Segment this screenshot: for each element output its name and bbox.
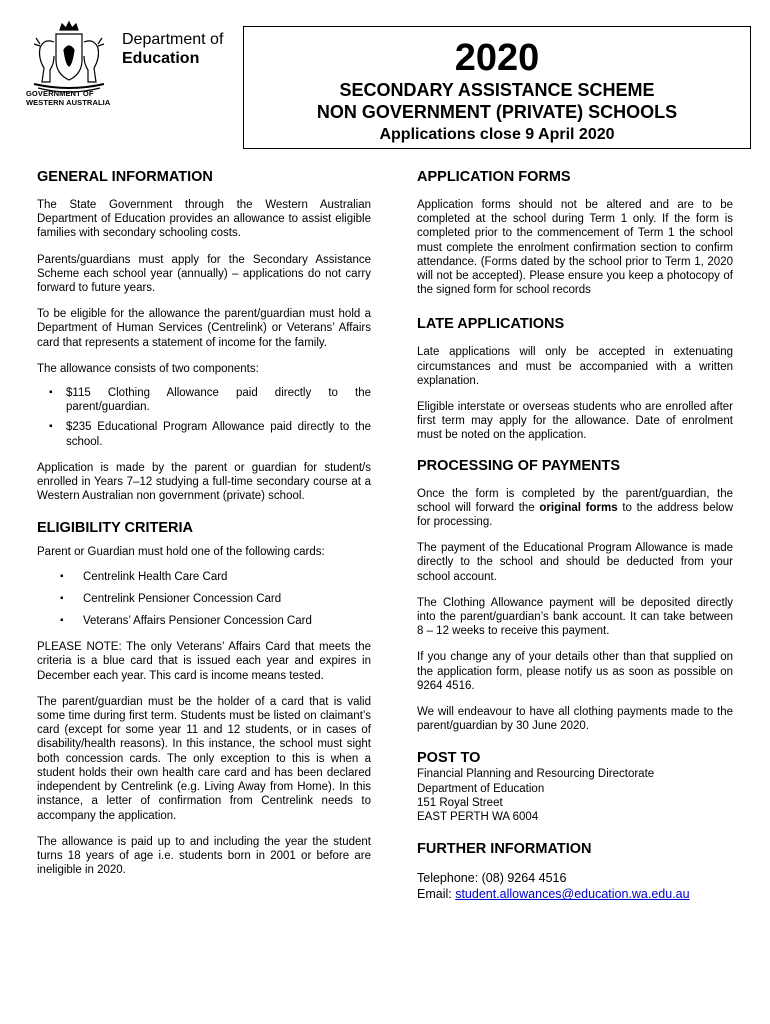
address-line: 151 Royal Street <box>417 796 503 809</box>
gov-line2: WESTERN AUSTRALIA <box>26 98 111 107</box>
title-line1: SECONDARY ASSISTANCE SCHEME <box>339 80 655 100</box>
department-line2: Education <box>122 50 200 67</box>
address-line: EAST PERTH WA 6004 <box>417 811 539 824</box>
eligibility-paragraph: PLEASE NOTE: The only Veterans’ Affairs Card that meets the criteria is a blue card that is issued each year and expires in December each year. This card is income means tested. <box>37 641 371 682</box>
right-column <box>417 168 733 902</box>
title-line3: Applications close 9 April 2020 <box>379 126 615 143</box>
telephone: Telephone: (08) 9264 4516 <box>417 871 567 886</box>
government-label <box>26 89 110 107</box>
postal-address <box>417 767 733 824</box>
list-item: ▪ $115 Clothing Allowance paid directly to the parent/guardian. <box>37 386 371 414</box>
late-applications-heading: LATE APPLICATIONS <box>417 316 565 333</box>
post-to-heading: POST TO <box>417 750 481 767</box>
contact-details <box>417 870 733 902</box>
email-line <box>417 886 733 902</box>
late-paragraph: Late applications will only be accepted in extenuating circumstances and must be accompanied with a written explanation. <box>417 346 733 387</box>
list-item: ▪ $235 Educational Program Allowance paid directly to the school. <box>37 420 371 448</box>
processing-paragraph: The payment of the Educational Program Allowance is made directly to the school and should be deducted from your school account. <box>417 542 733 583</box>
processing-paragraph: If you change any of your details other than that supplied on the application form, please notify us as soon as possible on 9264 4516. <box>417 651 733 692</box>
application-forms-heading: APPLICATION FORMS <box>417 169 571 185</box>
processing-bold-text: original forms <box>539 501 618 514</box>
title-box <box>243 26 751 149</box>
general-paragraph: The State Government through the Western Australian Department of Education provides an allowance to assist eligible families with secondary schooling costs. <box>37 199 371 240</box>
left-column <box>37 168 371 877</box>
processing-paragraph: The Clothing Allowance payment will be deposited directly into the parent/guardian’s bank account. It can take between 8 – 12 weeks to receive this payment. <box>417 596 733 638</box>
further-information-heading: FURTHER INFORMATION <box>417 841 592 858</box>
department-name <box>122 30 223 68</box>
general-paragraph: To be eligible for the allowance the parent/guardian must hold a Department of Human Services (Centrelink) or Veterans’ Affairs card that represents a statement of income for the family. <box>37 308 371 349</box>
year-title: 2020 <box>454 37 540 79</box>
general-paragraph: Application is made by the parent or guardian for student/s enrolled in Years 7–12 studying a full-time secondary course at a Western Australian non government (private) school. <box>37 461 371 503</box>
department-line1: Department of <box>122 31 224 48</box>
wa-government-crest-icon <box>24 20 114 98</box>
eligibility-paragraph: The parent/guardian must be the holder of a card that is valid some time during first term. Students must be listed on claimant’s card (except for some year 11 and 12 students, or in cases of disability/health reasons). In this instance, the school must sight both concession cards. The only exception to this is when a student holds their own health care card and has been declared independent by Centrelink (e.g. Living Away from Home). In this instance, a letter of confirmation from Centrelink needs to accompany the application. <box>37 695 371 822</box>
cards-list <box>37 570 371 629</box>
processing-paragraph: We will endeavour to have all clothing payments made to the parent/guardian by 30 June 2020. <box>417 706 733 733</box>
components-list <box>37 386 371 449</box>
list-item: ▪ Veterans’ Affairs Pensioner Concession Card <box>37 614 371 628</box>
email-label: Email: <box>417 887 456 902</box>
general-information-heading: GENERAL INFORMATION <box>37 169 213 185</box>
address-line: Financial Planning and Resourcing Directorate <box>417 768 655 781</box>
email-link[interactable]: student.allowances@education.wa.edu.au <box>455 887 690 902</box>
eligibility-paragraph: Parent or Guardian must hold one of the following cards: <box>37 546 325 559</box>
list-item: ▪ Centrelink Health Care Card <box>37 570 371 584</box>
address-line: Department of Education <box>417 782 545 795</box>
forms-paragraph: Application forms should not be altered and are to be completed at the school during Term 1 only. If the form is completed prior to the commencement of Term 1 the school must complete the enrolment confirmation section to confirm attendance. (Forms dated by the school prior to Term 1, 2020 will not be accepted). Please ensure you keep a photocopy of the signed form for school records <box>417 199 733 297</box>
general-paragraph: Parents/guardians must apply for the Secondary Assistance Scheme each school year (annually) – applications do not carry forward to future years. <box>37 253 371 295</box>
gov-line1: GOVERNMENT OF <box>26 89 94 98</box>
processing-text: to the address below for processing. <box>417 501 733 529</box>
general-paragraph: The allowance consists of two components: <box>37 362 259 375</box>
late-paragraph: Eligible interstate or overseas students who are enrolled after first term may apply for the allowance. Date of enrolment must be noted on the application. <box>417 401 733 442</box>
processing-paragraph <box>417 487 733 530</box>
eligibility-paragraph: The allowance is paid up to and including the year the student turns 18 years of age i.e. students born in 2001 or before are ineligible in 2020. <box>37 835 371 877</box>
processing-text: Once the form is completed by the parent/guardian, the school will forward the <box>417 487 733 514</box>
title-line2: NON GOVERNMENT (PRIVATE) SCHOOLS <box>316 102 678 122</box>
processing-of-payments-heading: PROCESSING OF PAYMENTS <box>417 457 621 474</box>
eligibility-criteria-heading: ELIGIBILITY CRITERIA <box>37 520 194 537</box>
list-item: ▪ Centrelink Pensioner Concession Card <box>37 592 371 606</box>
